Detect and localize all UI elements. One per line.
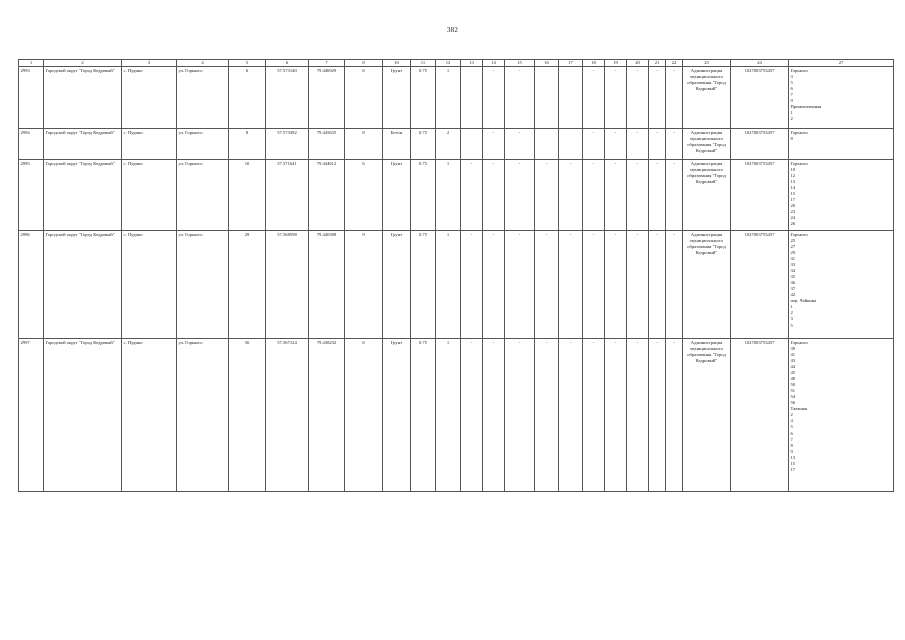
cell-col18: -	[583, 67, 605, 129]
column-header: 18	[583, 60, 605, 67]
table-row	[19, 67, 894, 129]
cell-col13: -	[461, 339, 483, 492]
cell-area: 6	[345, 160, 383, 231]
cell-settlement: с. Пудино	[122, 160, 177, 231]
cell-surface: Грунт	[383, 339, 411, 492]
cell-municipality: Городской округ "Город Кедровый"	[44, 160, 122, 231]
cell-col16: -	[535, 160, 559, 231]
cell-col18: -	[583, 160, 605, 231]
cell-col19: -	[605, 129, 627, 160]
cell-street: ул. Горького	[177, 339, 229, 492]
cell-served-addresses: Горького 25 27 29 31 33 34 35 36 37 42 пер. Чайкина 1 2 3 5	[789, 231, 894, 339]
cell-col14: -	[483, 67, 505, 129]
header-row	[19, 60, 894, 67]
cell-longitude: 79.445635	[309, 129, 345, 160]
cell-col21: -	[649, 67, 666, 129]
cell-longitude: 79.446929	[309, 67, 345, 129]
cell-col20: -	[627, 231, 649, 339]
cell-surface: Бетон	[383, 129, 411, 160]
cell-area: 8	[345, 129, 383, 160]
cell-col15: -	[505, 129, 535, 160]
cell-registry-number: 2995	[19, 160, 44, 231]
cell-col16: -	[535, 231, 559, 339]
cell-ogrn: 1027003753457	[731, 339, 789, 492]
cell-col13	[461, 129, 483, 160]
cell-col20: -	[627, 339, 649, 492]
cell-latitude: 57.573392	[266, 129, 309, 160]
column-header: 12	[436, 60, 461, 67]
cell-surface: Грунт	[383, 231, 411, 339]
cell-count: 1	[436, 231, 461, 339]
column-header: 10	[383, 60, 411, 67]
column-header: 21	[649, 60, 666, 67]
cell-street: ул. Горького	[177, 231, 229, 339]
cell-longitude: 79.440308	[309, 231, 345, 339]
register-table	[18, 59, 894, 492]
cell-house: 8	[229, 129, 266, 160]
cell-registry-number: 2996	[19, 231, 44, 339]
cell-street: ул. Горького	[177, 129, 229, 160]
cell-col14: -	[483, 129, 505, 160]
column-header: 16	[535, 60, 559, 67]
cell-count: 2	[436, 129, 461, 160]
cell-settlement: с. Пудино	[122, 129, 177, 160]
column-header: 3	[122, 60, 177, 67]
cell-col15: -	[505, 160, 535, 231]
cell-house: 29	[229, 231, 266, 339]
cell-latitude: 57.573140	[266, 67, 309, 129]
cell-col17: -	[559, 231, 583, 339]
cell-latitude: 57.568598	[266, 231, 309, 339]
cell-col22: -	[666, 160, 683, 231]
cell-volume: 0.75	[411, 339, 436, 492]
cell-col22: -	[666, 339, 683, 492]
cell-registry-number: 2994	[19, 129, 44, 160]
cell-volume: 0.75	[411, 67, 436, 129]
cell-settlement: с. Пудино	[122, 67, 177, 129]
cell-col19: -	[605, 160, 627, 231]
cell-count: 1	[436, 339, 461, 492]
cell-served-addresses: Горького 39 41 43 44 45 48 50 51 54 56 Таежная 2 4 5 6 7 8 9 13 15 17	[789, 339, 894, 492]
column-header: 5	[229, 60, 266, 67]
column-header: 7	[309, 60, 345, 67]
column-header: 24	[731, 60, 789, 67]
column-header: 19	[605, 60, 627, 67]
cell-col22: -	[666, 129, 683, 160]
cell-col21: -	[649, 129, 666, 160]
cell-col21: -	[649, 231, 666, 339]
column-header: 27	[789, 60, 894, 67]
cell-surface: Грунт	[383, 160, 411, 231]
cell-col15: -	[505, 67, 535, 129]
cell-municipality: Городской округ "Город Кедровый"	[44, 339, 122, 492]
cell-col18: -	[583, 129, 605, 160]
cell-col22: -	[666, 231, 683, 339]
cell-col16	[535, 129, 559, 160]
cell-area: 6	[345, 339, 383, 492]
cell-col21: -	[649, 160, 666, 231]
cell-col17	[559, 129, 583, 160]
cell-longitude: 79.438232	[309, 339, 345, 492]
cell-owner: Администрация муниципального образования "Город Кедровый"	[683, 160, 731, 231]
cell-col16: -	[535, 339, 559, 492]
cell-municipality: Городской округ "Город Кедровый"	[44, 231, 122, 339]
cell-surface: Грунт	[383, 67, 411, 129]
column-header: 11	[411, 60, 436, 67]
cell-municipality: Городской округ "Город Кедровый"	[44, 67, 122, 129]
column-header: 17	[559, 60, 583, 67]
cell-owner: Администрация муниципального образования "Город Кедровый"	[683, 339, 731, 492]
cell-col14: -	[483, 339, 505, 492]
cell-ogrn: 1027003753457	[731, 129, 789, 160]
column-header: 13	[461, 60, 483, 67]
cell-col17: -	[559, 339, 583, 492]
cell-col20: -	[627, 129, 649, 160]
column-header: 14	[483, 60, 505, 67]
cell-house: 56	[229, 339, 266, 492]
cell-house: 6	[229, 67, 266, 129]
cell-served-addresses: Горького 3 5 6 7 9 Промышленная 1 2	[789, 67, 894, 129]
cell-col15: -	[505, 339, 535, 492]
cell-col15: -	[505, 231, 535, 339]
table-row	[19, 231, 894, 339]
cell-col21: -	[649, 339, 666, 492]
cell-col13	[461, 67, 483, 129]
cell-count: 1	[436, 160, 461, 231]
cell-volume: 0.75	[411, 231, 436, 339]
cell-area: 9	[345, 231, 383, 339]
cell-col13: -	[461, 231, 483, 339]
cell-ogrn: 1027003753457	[731, 231, 789, 339]
cell-municipality: Городской округ "Город Кедровый"	[44, 129, 122, 160]
column-header: 4	[177, 60, 229, 67]
cell-settlement: с. Пудино	[122, 339, 177, 492]
cell-col22: -	[666, 67, 683, 129]
cell-owner: Администрация муниципального образования "Город Кедровый"	[683, 67, 731, 129]
column-header: 6	[266, 60, 309, 67]
cell-col14: -	[483, 160, 505, 231]
column-header: 1	[19, 60, 44, 67]
table-row	[19, 339, 894, 492]
page-number: 382	[446, 26, 459, 34]
cell-count: 1	[436, 67, 461, 129]
cell-volume: 0.75	[411, 129, 436, 160]
cell-col17	[559, 67, 583, 129]
cell-registry-number: 2997	[19, 339, 44, 492]
cell-served-addresses: Горького 8	[789, 129, 894, 160]
column-header: 8	[345, 60, 383, 67]
column-header: 22	[666, 60, 683, 67]
column-header: 20	[627, 60, 649, 67]
column-header: 2	[44, 60, 122, 67]
cell-col19: -	[605, 231, 627, 339]
cell-registry-number: 2993	[19, 67, 44, 129]
cell-col17: -	[559, 160, 583, 231]
cell-longitude: 79.444612	[309, 160, 345, 231]
cell-latitude: 57.567124	[266, 339, 309, 492]
cell-latitude: 57.571641	[266, 160, 309, 231]
cell-ogrn: 1027003753457	[731, 67, 789, 129]
cell-settlement: с. Пудино	[122, 231, 177, 339]
cell-area: 6	[345, 67, 383, 129]
cell-col19: -	[605, 339, 627, 492]
column-header: 23	[683, 60, 731, 67]
cell-house: 10	[229, 160, 266, 231]
cell-col14: -	[483, 231, 505, 339]
cell-col18: -	[583, 339, 605, 492]
column-header: 15	[505, 60, 535, 67]
cell-col13: -	[461, 160, 483, 231]
cell-col18: -	[583, 231, 605, 339]
cell-ogrn: 1027003753457	[731, 160, 789, 231]
cell-served-addresses: Горького 10 12 13 14 15 17 20 23 24 26	[789, 160, 894, 231]
cell-street: ул. Горького	[177, 67, 229, 129]
cell-col19: -	[605, 67, 627, 129]
cell-volume: 0.75	[411, 160, 436, 231]
cell-owner: Администрация муниципального образования "Город Кедровый"	[683, 129, 731, 160]
table-row	[19, 160, 894, 231]
cell-col20: -	[627, 67, 649, 129]
cell-col20: -	[627, 160, 649, 231]
cell-owner: Администрация муниципального образования "Город Кедровый"	[683, 231, 731, 339]
cell-street: ул. Горького	[177, 160, 229, 231]
table-row	[19, 129, 894, 160]
cell-col16	[535, 67, 559, 129]
